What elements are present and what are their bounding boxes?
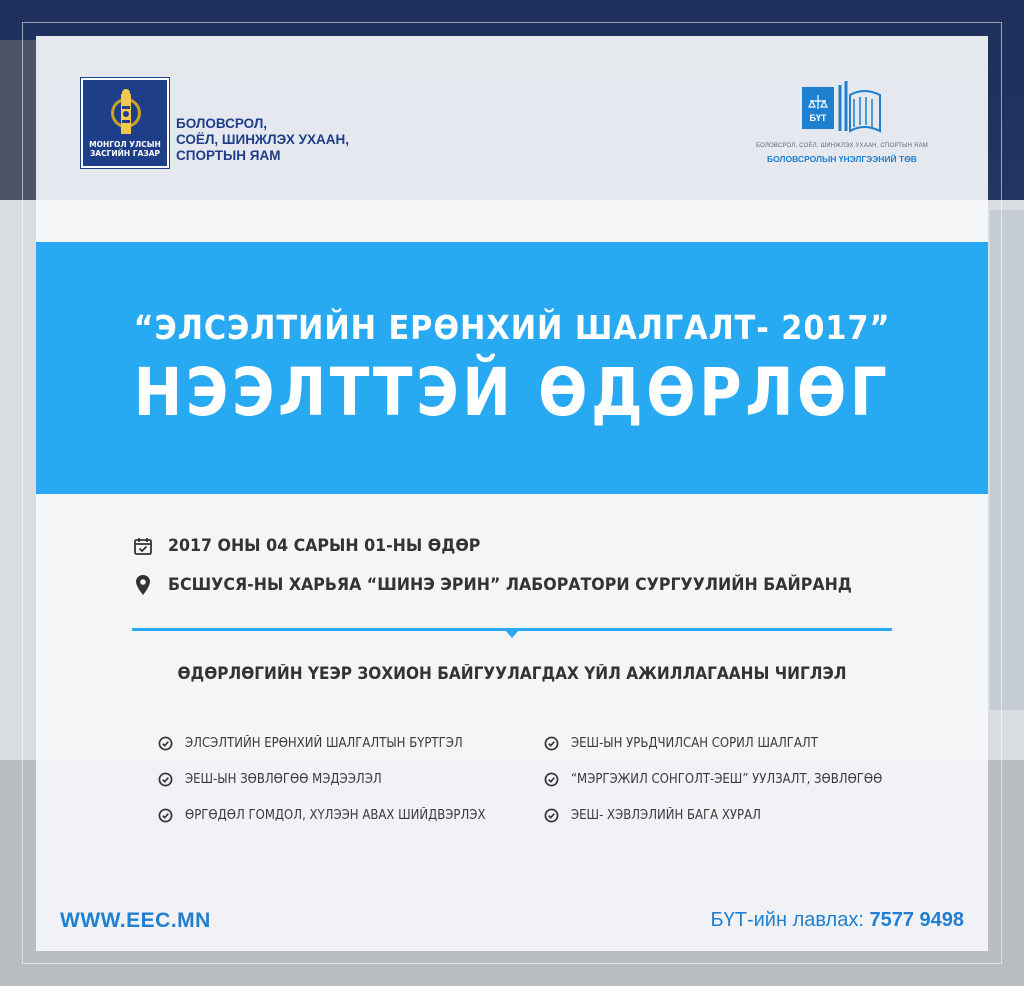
activities-heading: ӨДӨРЛӨГИЙН ҮЕЭР ЗОХИОН БАЙГУУЛАГДАХ ҮЙЛ АЖИЛЛАГААНЫ ЧИГЛЭЛ <box>177 664 847 683</box>
title-banner <box>36 242 988 494</box>
website-link[interactable]: WWW.EEC.MN <box>60 909 211 932</box>
event-headline: НЭЭЛТТЭЙ ӨДӨРЛӨГ <box>133 354 891 431</box>
eec-name: БОЛОВСРОЛЫН ҮНЭЛГЭЭНИЙ ТӨВ <box>767 154 917 164</box>
eec-logo-badge: БҮТ <box>809 113 827 123</box>
event-title: “ЭЛСЭЛТИЙН ЕРӨНХИЙ ШАЛГАЛТ- 2017” <box>133 308 891 347</box>
activity-label: “МЭРГЭЖИЛ СОНГОЛТ-ЭЕШ” УУЛЗАЛТ, ЗӨВЛӨГӨӨ <box>571 772 883 787</box>
check-circle-icon <box>158 772 173 787</box>
event-place: БСШУСЯ-НЫ ХАРЬЯА “ШИНЭ ЭРИН” ЛАБОРАТОРИ СУРГУУЛИЙН БАЙРАНД <box>168 575 852 595</box>
poster-card <box>36 36 988 951</box>
location-pin-icon <box>132 574 154 596</box>
check-circle-icon <box>544 736 559 751</box>
activity-label: ӨРГӨДӨЛ ГОМДОЛ, ХҮЛЭЭН АВАХ ШИЙДВЭРЛЭХ <box>185 808 486 823</box>
check-circle-icon <box>544 808 559 823</box>
reference-label: БҮТ-ийн лавлах: <box>710 909 864 931</box>
activity-item <box>158 736 494 751</box>
activity-label: ЭЕШ-ЫН УРЬДЧИЛСАН СОРИЛ ШАЛГАЛТ <box>571 736 818 751</box>
activity-item <box>158 808 519 823</box>
check-circle-icon <box>158 808 173 823</box>
activity-item <box>158 772 404 787</box>
check-circle-icon <box>544 772 559 787</box>
soyombo-emblem-icon <box>109 86 143 140</box>
activity-item <box>544 772 917 787</box>
calendar-icon <box>132 535 154 557</box>
eec-subtitle: БОЛОВСРОЛ, СОЁЛ, ШИНЖЛЭХ УХААН, СПОРТЫН ЯАМ <box>756 143 928 149</box>
activity-label: ЭЕШ- ХЭВЛЭЛИЙН БАГА ХУРАЛ <box>571 808 761 823</box>
check-circle-icon <box>158 736 173 751</box>
event-date: 2017 ОНЫ 04 САРЫН 01-НЫ ӨДӨР <box>168 536 481 556</box>
reference-phone <box>711 909 965 932</box>
activity-item <box>544 736 845 751</box>
event-date-row <box>132 535 504 557</box>
event-place-row <box>132 574 903 596</box>
divider-notch <box>505 630 519 638</box>
ministry-name: БОЛОВСРОЛ, СОЁЛ, ШИНЖЛЭХ УХААН, СПОРТЫН ЯАМ <box>176 116 350 163</box>
activity-label: ЭЕШ-ЫН ЗӨВЛӨГӨӨ МЭДЭЭЛЭЛ <box>185 772 382 787</box>
government-logo <box>81 78 169 168</box>
activity-item <box>544 808 782 823</box>
eec-logo-icon <box>800 73 884 141</box>
reference-number: 7577 9498 <box>869 909 964 931</box>
government-logo-text: МОНГОЛ УЛСЫН ЗАСГИЙН ГАЗАР <box>89 140 161 158</box>
activity-label: ЭЛСЭЛТИЙН ЕРӨНХИЙ ШАЛГАЛТЫН БҮРТГЭЛ <box>185 736 463 751</box>
